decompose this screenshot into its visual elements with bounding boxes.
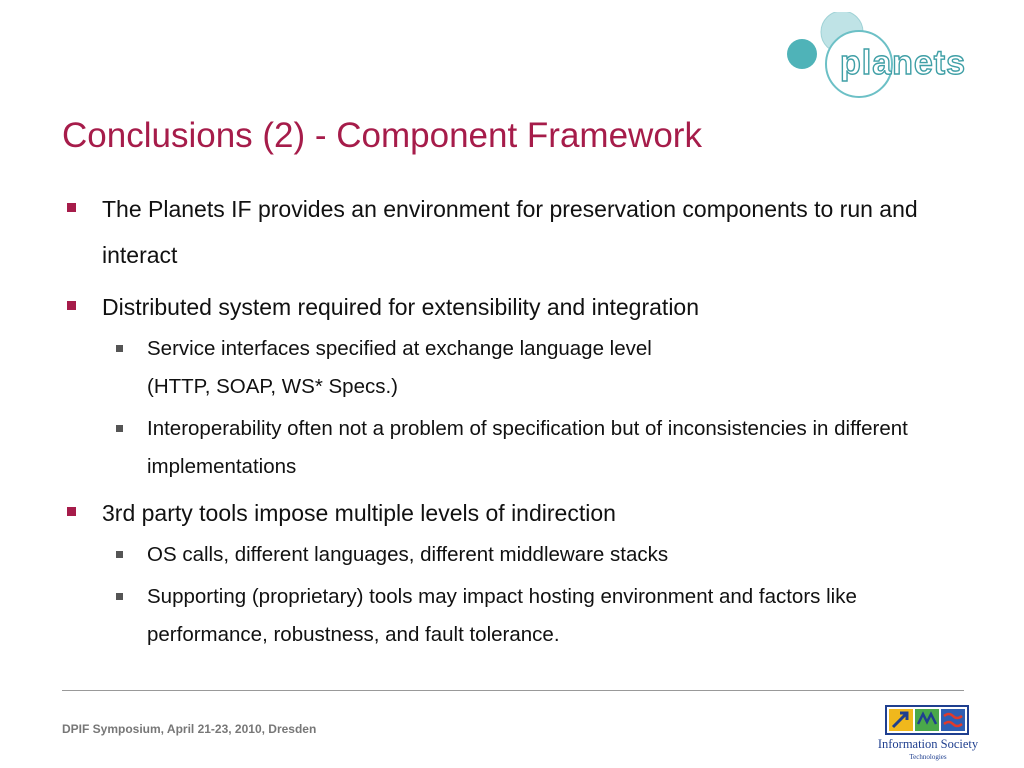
- information-society-logo: [866, 702, 990, 762]
- bullet-text: 3rd party tools impose multiple levels of indirection: [102, 500, 616, 526]
- bullet-list: [62, 186, 962, 658]
- square-bullet-icon: [67, 203, 76, 212]
- ist-line1: Information Society: [877, 737, 979, 751]
- bullet-text: Distributed system required for extensibility and integration: [102, 294, 700, 320]
- sub-bullet-text: Supporting (proprietary) tools may impact hosting environment and factors like performance, robustness, and fault tolerance.: [147, 585, 857, 646]
- bullet-text: The Planets IF provides an environment for preservation components to run and interact: [102, 196, 918, 268]
- bullet-item: [62, 186, 962, 278]
- sub-bullet-text: OS calls, different languages, different middleware stacks: [147, 543, 669, 566]
- bullet-item: [62, 490, 962, 536]
- square-bullet-icon: [67, 301, 76, 310]
- slide-title: Conclusions (2) - Component Framework: [62, 116, 702, 155]
- sub-bullet-text: Interoperability often not a problem of specification but of inconsistencies in different implementations: [147, 417, 908, 478]
- sub-bullet-item: [62, 578, 962, 654]
- square-bullet-icon: [67, 507, 76, 516]
- bullet-item: [62, 284, 962, 330]
- footer-divider: [62, 690, 964, 691]
- square-subbullet-icon: [116, 345, 123, 352]
- square-subbullet-icon: [116, 425, 123, 432]
- sub-bullet-item: [62, 410, 962, 486]
- planets-logo: [786, 12, 1006, 102]
- sub-bullet-item: [62, 330, 962, 406]
- planets-wordmark: planets: [840, 44, 967, 82]
- sub-bullet-item: [62, 536, 962, 574]
- ist-line2: Technologies: [909, 753, 947, 761]
- sub-bullet-text: Service interfaces specified at exchange language level (HTTP, SOAP, WS* Specs.): [147, 337, 652, 398]
- footer-text: DPIF Symposium, April 21-23, 2010, Dresden: [62, 722, 317, 736]
- square-subbullet-icon: [116, 551, 123, 558]
- square-subbullet-icon: [116, 593, 123, 600]
